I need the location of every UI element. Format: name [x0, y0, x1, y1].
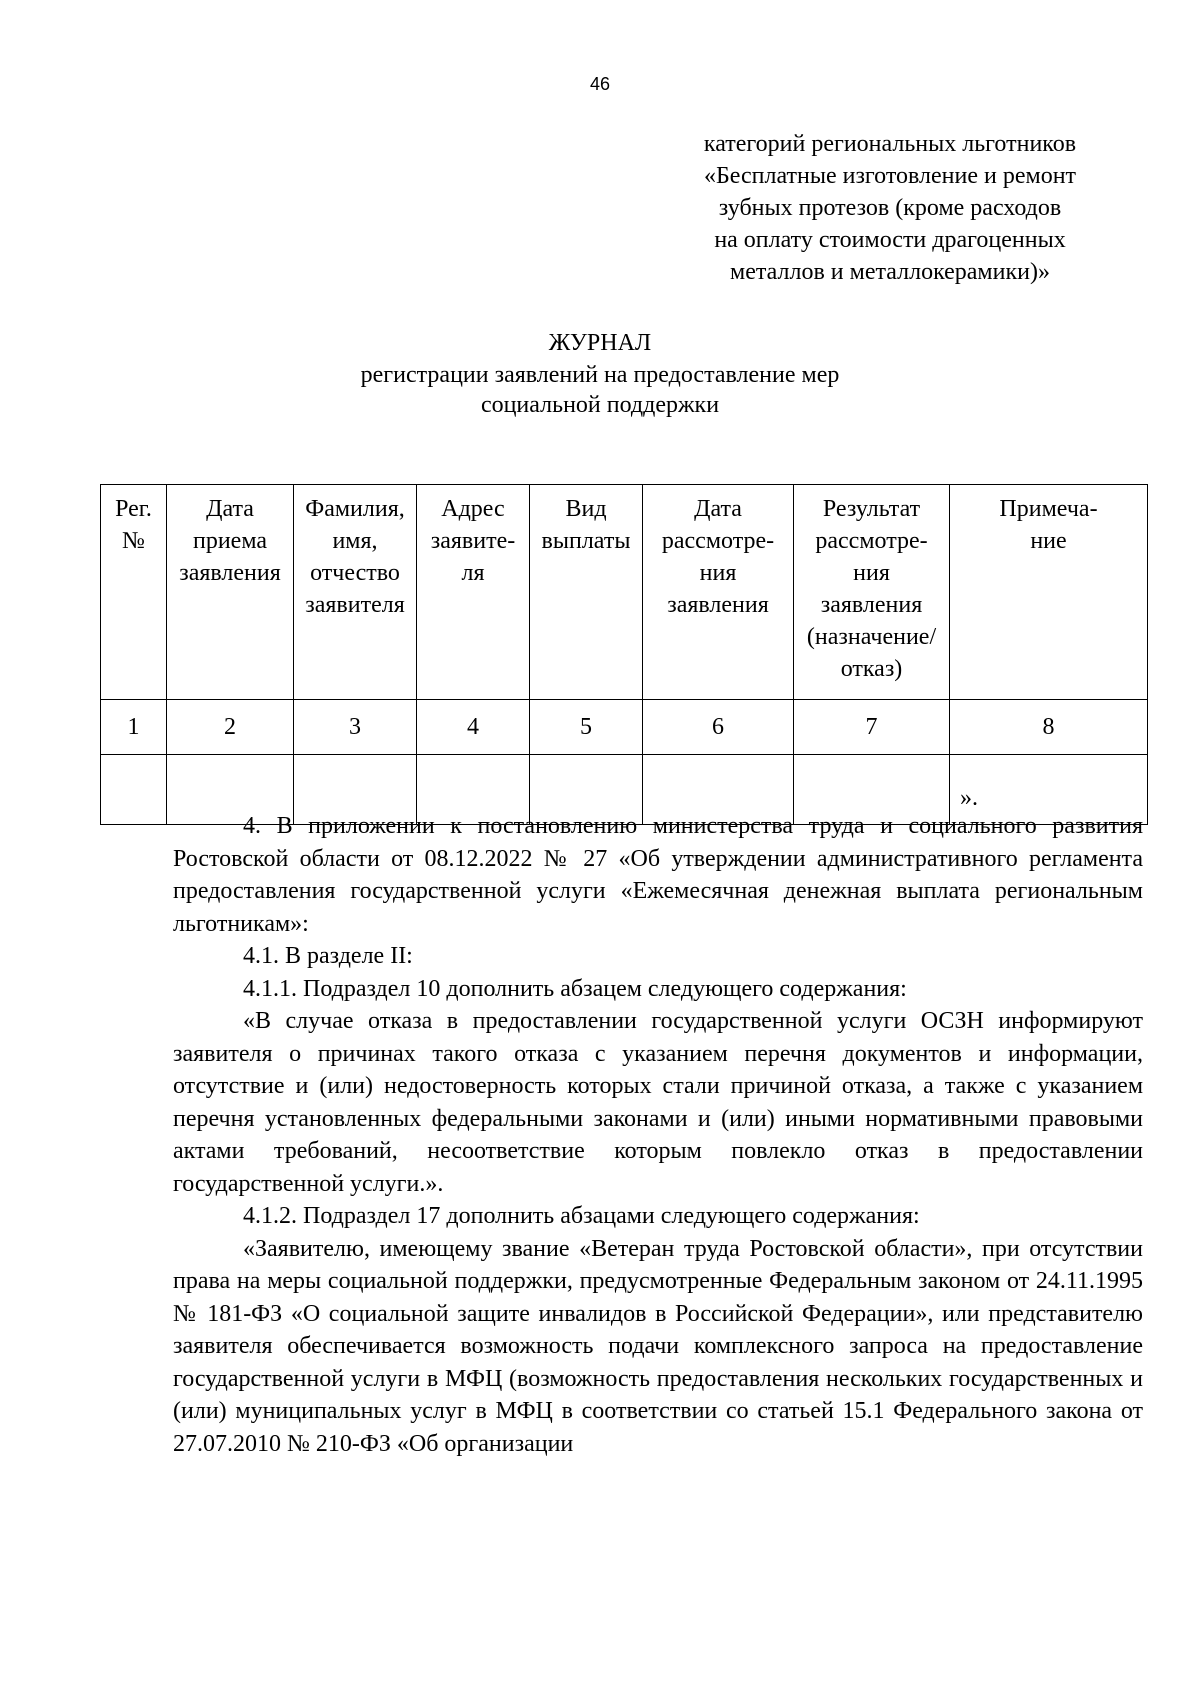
header-cell: Рег. № — [101, 485, 167, 700]
header-cell: Дата приема заявления — [167, 485, 294, 700]
appendix-caption — [640, 128, 1140, 288]
column-number: 4 — [417, 700, 530, 755]
column-number: 8 — [950, 700, 1148, 755]
paragraph: 4.1.2. Подраздел 17 дополнить абзацами следующего содержания: — [243, 1203, 920, 1229]
journal-table — [100, 484, 1148, 825]
header-cell: Вид выплаты — [530, 485, 643, 700]
column-number: 7 — [794, 700, 950, 755]
journal-title: ЖУРНАЛ — [548, 330, 652, 356]
paragraph: 4.1.1. Подраздел 10 дополнить абзацем следующего содержания: — [243, 975, 907, 1002]
header-cell: Адрес заявите- ля — [417, 485, 530, 700]
column-number: 2 — [167, 700, 294, 755]
closing-quote: ». — [950, 755, 1148, 825]
caption-line: металлов и металлокерамики)» — [730, 259, 1050, 285]
column-number: 6 — [643, 700, 794, 755]
table-cell — [101, 755, 167, 825]
header-cell: Примеча- ние — [950, 485, 1148, 700]
table-header-row — [101, 485, 1148, 700]
body-text — [173, 810, 1143, 1460]
column-number: 1 — [101, 700, 167, 755]
paragraph: «Заявителю, имеющему звание «Ветеран труда Ростовской области», при отсутствии права на меры социальной поддержки, предусмотренные Федеральным законом от 24.11.1995 № 181-ФЗ «О социальной защите инвалидов в Российской Федерации», или представителю заявителя обеспечивается возможность подачи комплексного запроса на предоставление государственной услуги в МФЦ (возможность предоставления нескольких государственных и (или) муниципальных услуг в МФЦ в соответствии со статьей 15.1 Федерального закона от 27.07.2010 № 210-ФЗ «Об организации — [173, 1235, 1143, 1457]
column-number: 3 — [294, 700, 417, 755]
header-cell: Фамилия, имя, отчество заявителя — [294, 485, 417, 700]
caption-line: зубных протезов (кроме расходов — [718, 195, 1062, 221]
paragraph: «В случае отказа в предоставлении государственной услуги ОСЗН информируют заявителя о причинах такого отказа с указанием перечня документов и информации, отсутствие и (или) недостоверность которых стали причиной отказа, а также с указанием перечня установленных федеральными законами и (или) иными нормативными правовыми актами требований, несоответствие которым повлекло отказ в предоставлении государственной услуги.». — [173, 1008, 1143, 1197]
paragraph: 4. В приложении к постановлению министерства труда и социального развития Ростовской области от 08.12.2022 № 27 «Об утверждении административного регламента предоставления государственной услуги «Ежемесячная денежная выплата региональным льготникам»: — [173, 813, 1143, 937]
page-number: 46 — [589, 74, 611, 94]
caption-line: «Бесплатные изготовление и ремонт — [703, 163, 1077, 189]
table-row — [101, 700, 1148, 755]
journal-subtitle: регистрации заявлений на предоставление мер — [360, 362, 840, 388]
caption-line: категорий региональных льготников — [703, 131, 1077, 157]
column-number: 5 — [530, 700, 643, 755]
header-cell: Дата рассмотре- ния заявления — [643, 485, 794, 700]
paragraph: 4.1. В разделе II: — [243, 943, 413, 969]
journal-subtitle: социальной поддержки — [480, 392, 720, 418]
caption-line: на оплату стоимости драгоценных — [714, 227, 1066, 253]
header-cell: Результат рассмотре- ния заявления (назначение/ отказ) — [794, 485, 950, 700]
